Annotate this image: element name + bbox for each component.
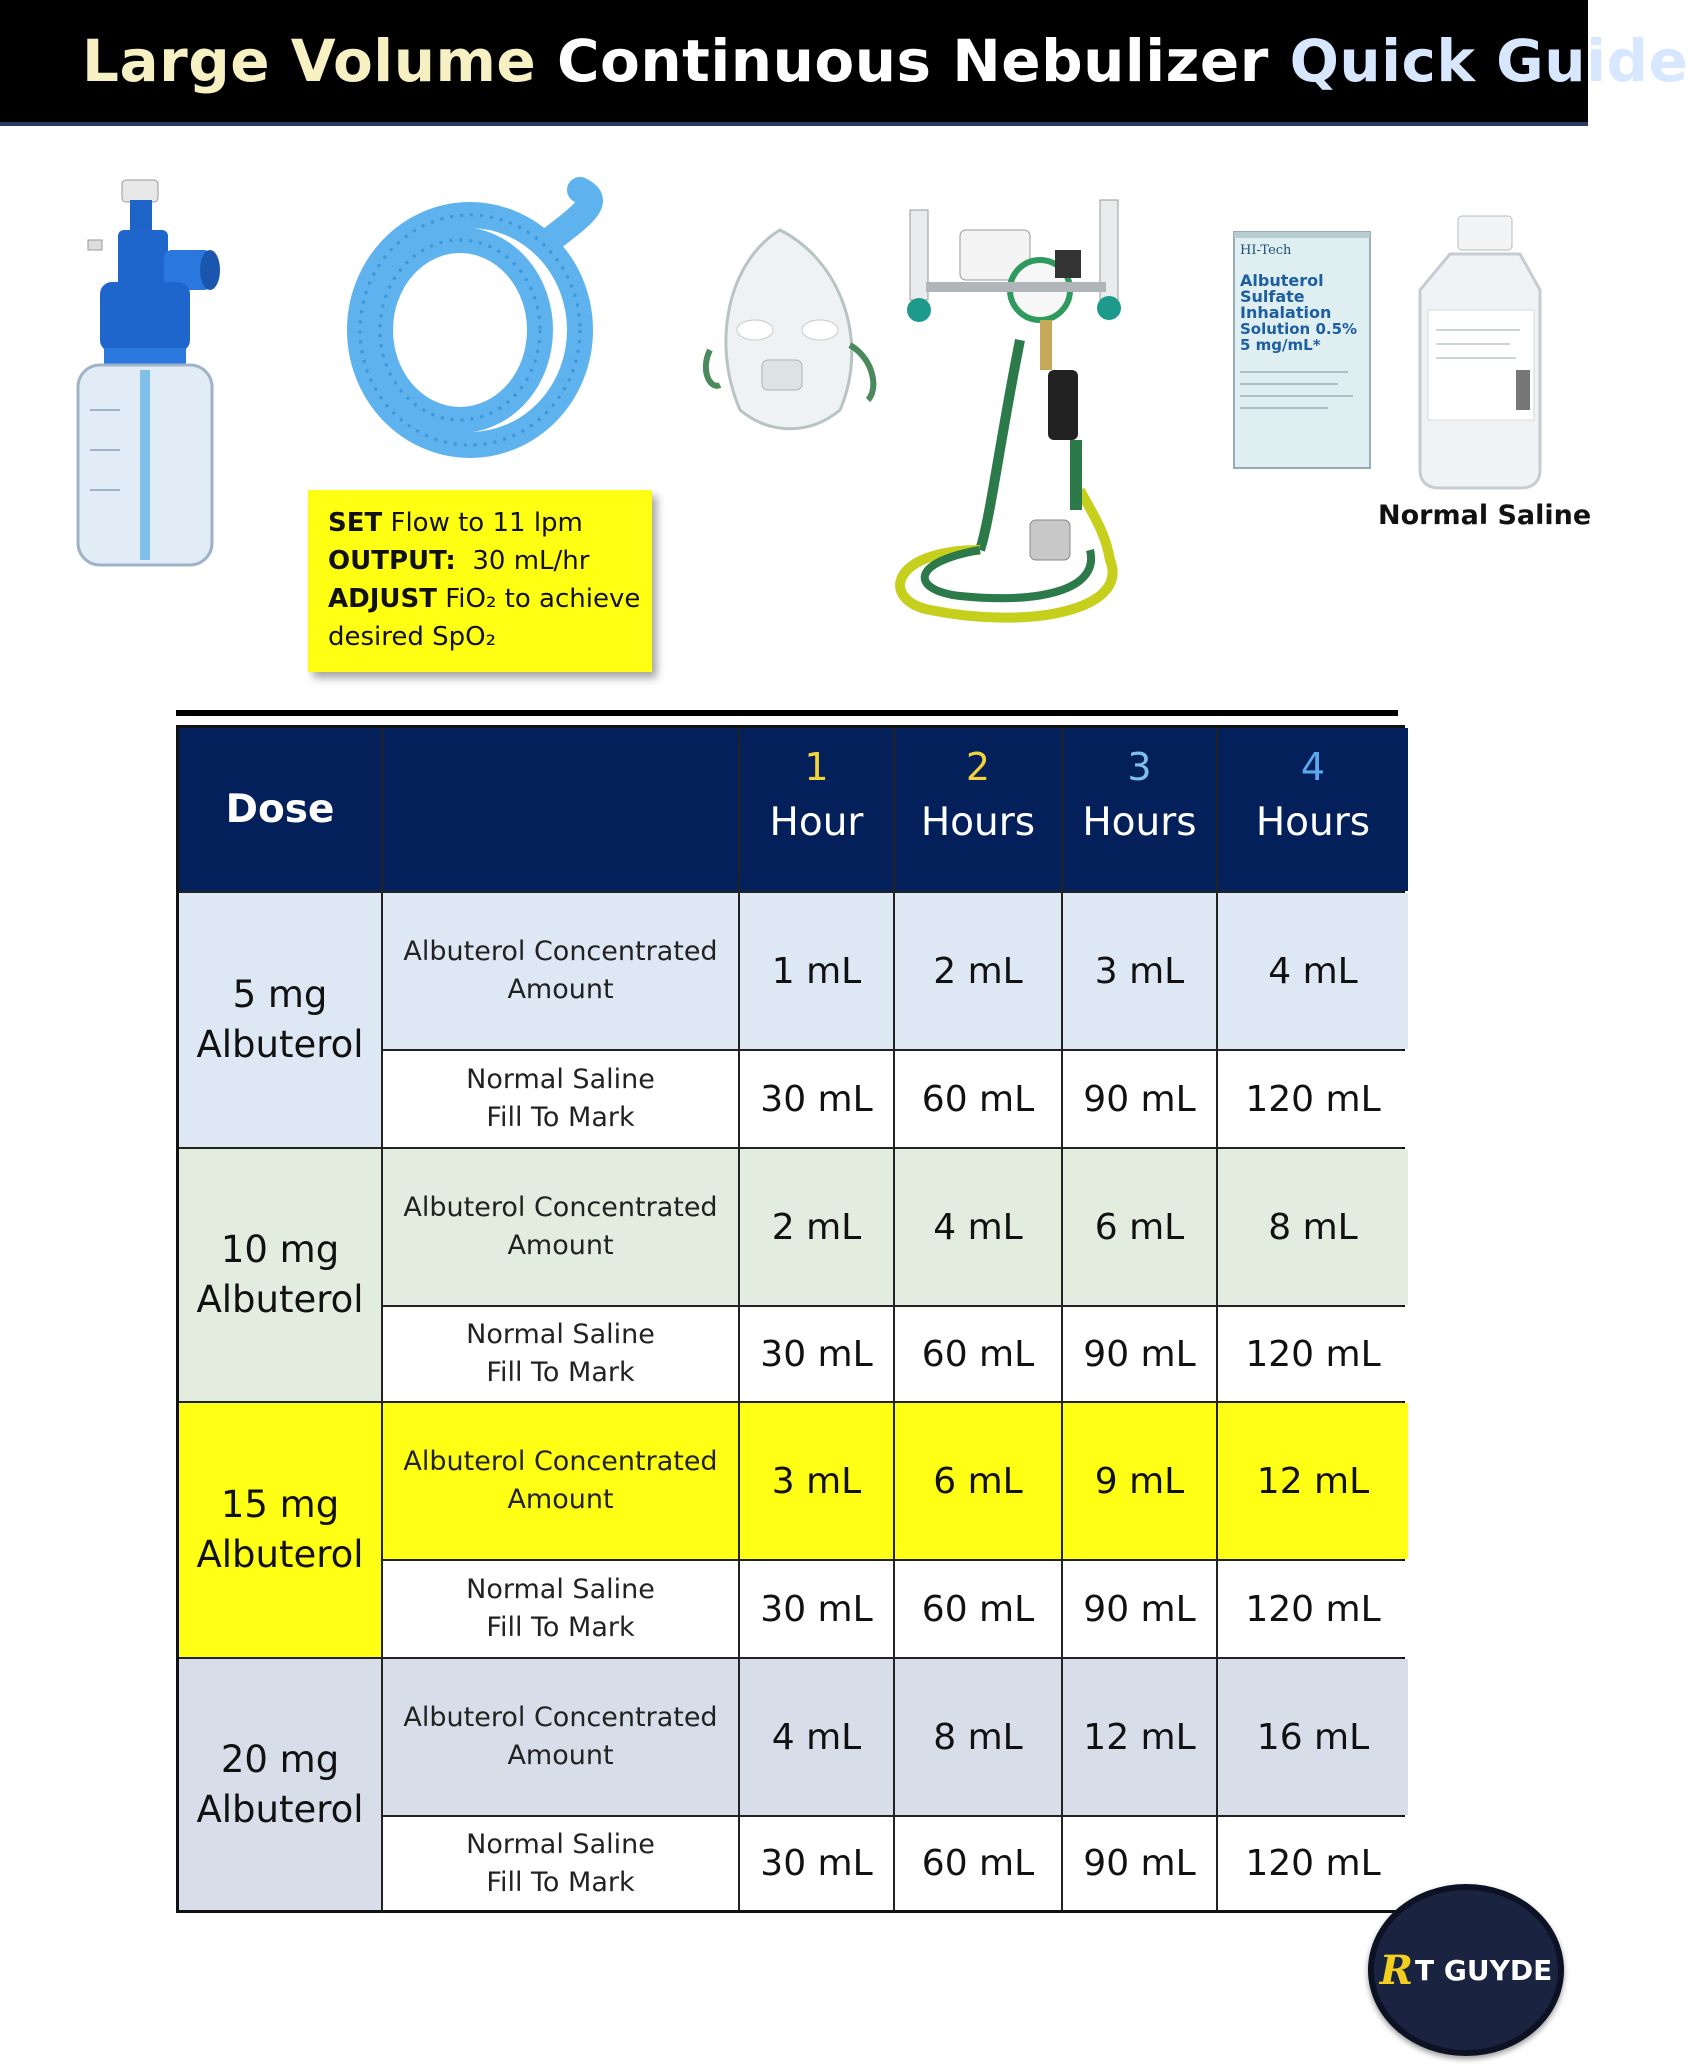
saline-value: 60 mL — [895, 1561, 1061, 1657]
dose-drug: Albuterol — [196, 1278, 364, 1321]
concentrate-value: 4 mL — [740, 1659, 893, 1815]
page-title: Large Volume Continuous Nebulizer Quick Guide — [82, 27, 1688, 95]
concentrate-value: 8 mL — [895, 1659, 1061, 1815]
dose-amount: 15 mg — [220, 1483, 340, 1526]
saline-value: 90 mL — [1063, 1307, 1216, 1401]
concentrate-label: Albuterol Concentrated Amount — [383, 1403, 738, 1559]
saline-value: 60 mL — [895, 1817, 1061, 1910]
saline-value: 30 mL — [740, 1307, 893, 1401]
dose-cell — [179, 1659, 381, 1910]
saline-label: Normal Saline Fill To Mark — [383, 1817, 738, 1910]
settings-callout: SET Flow to 11 lpm OUTPUT: 30 mL/hr ADJUST FiO₂ to achieve desired SpO₂ — [308, 490, 652, 672]
svg-text:HI-Tech: HI-Tech — [1240, 243, 1292, 258]
concentrate-value: 9 mL — [1063, 1403, 1216, 1559]
dose-amount: 5 mg — [232, 973, 328, 1016]
dose-drug: Albuterol — [196, 1533, 364, 1576]
dose-drug: Albuterol — [196, 1023, 364, 1066]
title-banner — [0, 0, 1688, 126]
saline-value: 60 mL — [895, 1307, 1061, 1401]
svg-text:Sulfate: Sulfate — [1240, 287, 1305, 306]
dose-amount: 20 mg — [220, 1737, 340, 1781]
normal-saline-bottle-image — [1410, 210, 1590, 490]
dose-cell — [179, 893, 381, 1147]
rt-guyde-logo: R T GUYDE — [1368, 1884, 1564, 2056]
concentrate-value: 6 mL — [895, 1403, 1061, 1559]
svg-text:Inhalation: Inhalation — [1240, 303, 1332, 322]
albuterol-vial-box-image — [1228, 222, 1378, 472]
concentrate-value: 1 mL — [740, 893, 893, 1049]
concentrate-label: Albuterol Concentrated Amount — [383, 893, 738, 1049]
saline-value: 120 mL — [1218, 1307, 1408, 1401]
saline-label: Normal Saline Fill To Mark — [383, 1307, 738, 1401]
dose-amount: 10 mg — [220, 1228, 340, 1271]
dose-drug: Albuterol — [196, 1787, 364, 1831]
saline-value: 120 mL — [1218, 1561, 1408, 1657]
concentrate-value: 4 mL — [895, 1149, 1061, 1305]
table-top-rule — [176, 710, 1398, 716]
saline-value: 90 mL — [1063, 1051, 1216, 1147]
hour-1-header: 1 Hour — [740, 728, 893, 891]
saline-value: 30 mL — [740, 1561, 893, 1657]
concentrate-value: 3 mL — [740, 1403, 893, 1559]
saline-value: 90 mL — [1063, 1561, 1216, 1657]
dose-cell — [179, 1149, 381, 1401]
saline-value: 30 mL — [740, 1051, 893, 1147]
concentrate-label: Albuterol Concentrated Amount — [383, 1659, 738, 1815]
concentrate-value: 16 mL — [1218, 1659, 1408, 1815]
svg-text:Solution 0.5%: Solution 0.5% — [1240, 320, 1358, 338]
concentrate-value: 8 mL — [1218, 1149, 1408, 1305]
concentrate-value: 12 mL — [1218, 1403, 1408, 1559]
svg-text:Albuterol: Albuterol — [1240, 271, 1324, 290]
saline-value: 30 mL — [740, 1817, 893, 1910]
saline-value: 60 mL — [895, 1051, 1061, 1147]
concentrate-value: 2 mL — [895, 893, 1061, 1049]
saline-value: 120 mL — [1218, 1817, 1408, 1910]
air-oxygen-blender-image — [870, 190, 1170, 630]
svg-text:5 mg/mL*: 5 mg/mL* — [1240, 336, 1321, 354]
concentrate-value: 2 mL — [740, 1149, 893, 1305]
saline-value: 90 mL — [1063, 1817, 1216, 1910]
concentrate-value: 6 mL — [1063, 1149, 1216, 1305]
hour-2-header: 2 Hours — [895, 728, 1061, 891]
saline-value: 120 mL — [1218, 1051, 1408, 1147]
dose-cell — [179, 1403, 381, 1657]
normal-saline-caption: Normal Saline — [1378, 500, 1592, 531]
blank-header — [383, 728, 738, 891]
dosing-table — [176, 725, 1405, 1913]
hour-3-header: 3 Hours — [1063, 728, 1216, 891]
concentrate-label: Albuterol Concentrated Amount — [383, 1149, 738, 1305]
concentrate-value: 12 mL — [1063, 1659, 1216, 1815]
hour-4-header: 4 Hours — [1218, 728, 1408, 891]
aerosol-mask-image — [700, 220, 880, 440]
corrugated-tubing-image — [330, 180, 630, 470]
concentrate-value: 4 mL — [1218, 893, 1408, 1049]
dose-header: Dose — [179, 728, 381, 891]
nebulizer-jar-image — [60, 170, 240, 570]
concentrate-value: 3 mL — [1063, 893, 1216, 1049]
saline-label: Normal Saline Fill To Mark — [383, 1561, 738, 1657]
saline-label: Normal Saline Fill To Mark — [383, 1051, 738, 1147]
